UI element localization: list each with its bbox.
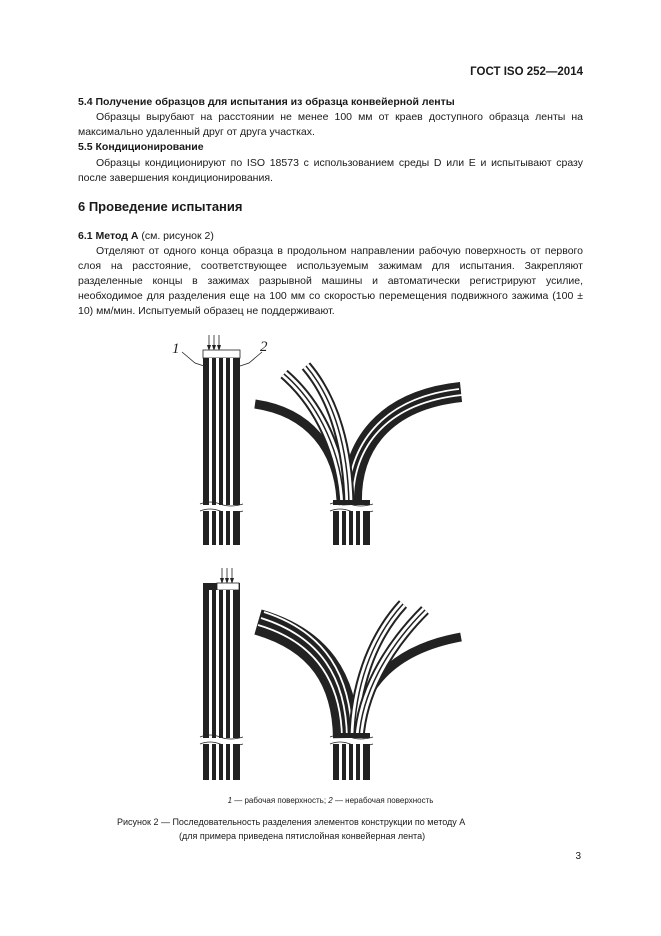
legend-number-2: 2 xyxy=(328,796,333,805)
figure-caption xyxy=(117,815,465,843)
section-6-1-body: Отделяют от одного конца образца в продольном направлении рабочую поверхность от первого слоя на расстояние, соответствующее используемым зажимам для испытания. Закрепляют разделенные концы в зажимах разрывной машины и автоматически регистрируют усилие, необходимое для разделения еще на 100 мм со скоростью перемещения подвижного зажима (100 ± 10) мм/мин. Испытуемый образец не поддерживают. xyxy=(78,245,583,317)
bottom-left-specimen xyxy=(200,568,243,780)
top-right-specimen xyxy=(255,366,462,545)
legend-number-1: 1 xyxy=(227,796,233,805)
standard-designation: ГОСТ ISO 252—2014 xyxy=(470,66,583,78)
legend-text-2: — нерабочая поверхность xyxy=(332,796,434,805)
section-6-heading: 6 Проведение испытания xyxy=(78,199,243,214)
bottom-right-specimen xyxy=(258,604,461,780)
figure-legend xyxy=(0,796,661,805)
page-number: 3 xyxy=(575,851,581,862)
figure-caption-line-1: Рисунок 2 — Последовательность разделения элементов конструкции по методу А xyxy=(117,817,466,827)
legend-text-1: — рабочая поверхность; xyxy=(232,796,329,805)
section-5-4-body: Образцы вырубают на расстоянии не менее 100 мм от краев доступного образца ленты на максимально удаленный друг от друга участках. xyxy=(78,111,583,138)
section-6-1-number: 6.1 xyxy=(78,230,93,242)
figure-label-1: 1 xyxy=(172,341,180,357)
section-5-4-heading: 5.4 Получение образцов для испытания из образца конвейерной ленты xyxy=(78,96,455,108)
figure-label-2: 2 xyxy=(260,339,268,355)
section-6-1-ref: (см. рисунок 2) xyxy=(141,230,214,242)
section-6-1-title: Метод А xyxy=(95,230,139,242)
section-5-5-heading: 5.5 Кондиционирование xyxy=(78,141,204,153)
figure-caption-line-2: (для примера приведена пятислойная конвейерная лента) xyxy=(179,831,426,841)
top-left-specimen xyxy=(182,335,262,545)
section-5-5-body: Образцы кондиционируют по ISO 18573 с использованием среды D или E и испытывают сразу после завершения кондиционирования. xyxy=(78,157,583,184)
